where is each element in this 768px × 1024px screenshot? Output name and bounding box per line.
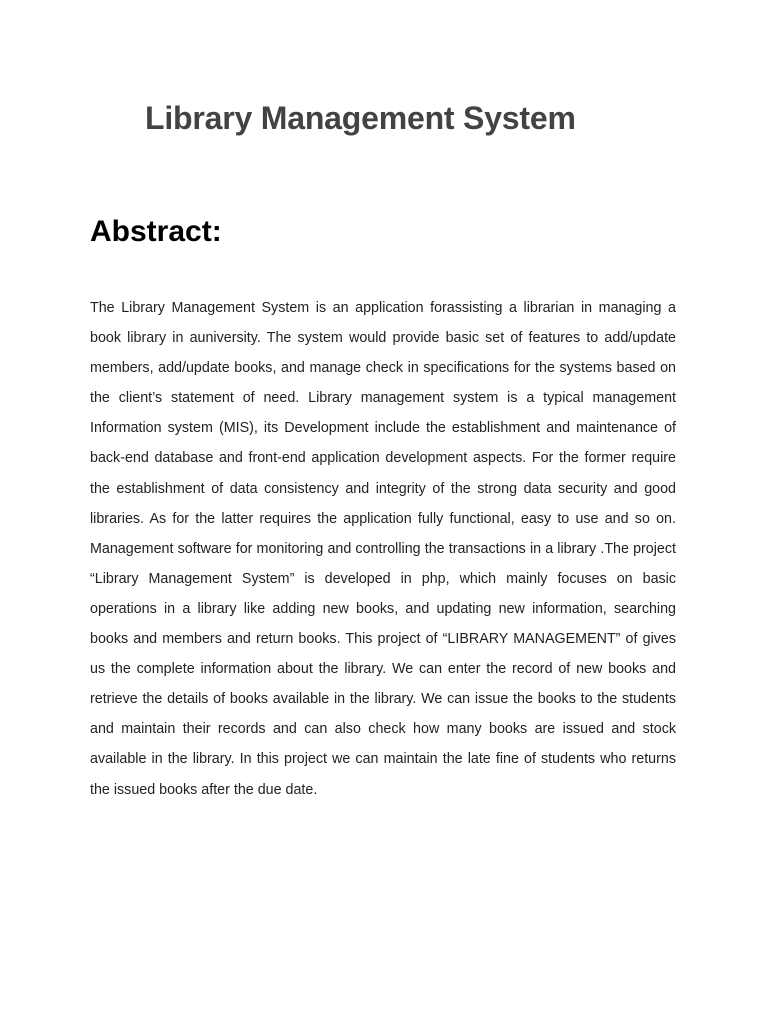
document-title: Library Management System bbox=[145, 100, 576, 136]
abstract-paragraph: The Library Management System is an application forassisting a librarian in managing a book library in auniversity. The system would provide basic set of features to add/update members, add/update books, and manage check in specifications for the systems based on the client’s statement of need. Library management system is a typical management Information system (MIS), its Development include the establishment and maintenance of back-end database and front-end application development aspects. For the former require the establishment of data consistency and integrity of the strong data security and good libraries. As for the latter requires the application fully functional, easy to use and so on. Management software for monitoring and controlling the transactions in a library .The project “Library Management System” is developed in php, which mainly focuses on basic operations in a library like adding new books, and updating new information, searching books and members and return books. This project of “LIBRARY MANAGEMENT” of gives us the complete information about the library. We can enter the record of new books and retrieve the details of books available in the library. We can issue the books to the students and maintain their records and can also check how many books are issued and stock available in the library. In this project we can maintain the late fine of students who returns the issued books after the due date. bbox=[90, 300, 676, 798]
abstract-heading: Abstract: bbox=[90, 215, 222, 248]
